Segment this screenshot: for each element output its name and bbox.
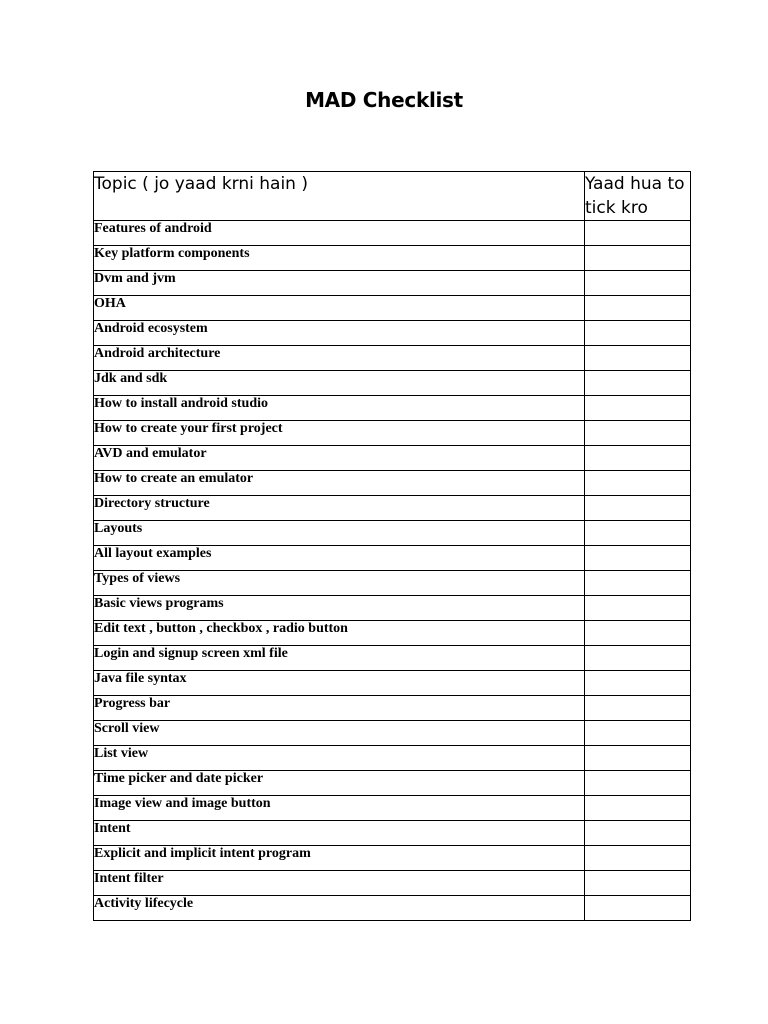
table-row: [94, 446, 691, 471]
table-row: [94, 371, 691, 396]
topic-cell: How to install android studio: [94, 396, 585, 421]
topic-cell: Jdk and sdk: [94, 371, 585, 396]
table-row: [94, 746, 691, 771]
topic-column-header: Topic ( jo yaad krni hain ): [94, 172, 585, 221]
tick-cell[interactable]: [585, 696, 691, 721]
table-row: [94, 271, 691, 296]
table-row: [94, 571, 691, 596]
topic-cell: All layout examples: [94, 546, 585, 571]
table-row: [94, 496, 691, 521]
topic-cell: Android architecture: [94, 346, 585, 371]
table-row: [94, 596, 691, 621]
tick-cell[interactable]: [585, 771, 691, 796]
topic-cell: Features of android: [94, 221, 585, 246]
tick-cell[interactable]: [585, 746, 691, 771]
topic-cell: Dvm and jvm: [94, 271, 585, 296]
topic-cell: Progress bar: [94, 696, 585, 721]
tick-cell[interactable]: [585, 671, 691, 696]
table-row: [94, 771, 691, 796]
tick-cell[interactable]: [585, 446, 691, 471]
table-row: [94, 696, 691, 721]
tick-cell[interactable]: [585, 846, 691, 871]
table-row: [94, 296, 691, 321]
tick-cell[interactable]: [585, 646, 691, 671]
table-row: [94, 396, 691, 421]
topic-cell: Intent filter: [94, 871, 585, 896]
table-row: [94, 846, 691, 871]
tick-cell[interactable]: [585, 471, 691, 496]
tick-cell[interactable]: [585, 546, 691, 571]
topic-cell: OHA: [94, 296, 585, 321]
topic-cell: AVD and emulator: [94, 446, 585, 471]
topic-cell: Android ecosystem: [94, 321, 585, 346]
table-row: [94, 246, 691, 271]
checklist-rows: [94, 221, 691, 921]
topic-cell: Basic views programs: [94, 596, 585, 621]
topic-cell: Directory structure: [94, 496, 585, 521]
tick-cell[interactable]: [585, 296, 691, 321]
table-row: [94, 821, 691, 846]
topic-cell: Explicit and implicit intent program: [94, 846, 585, 871]
tick-cell[interactable]: [585, 871, 691, 896]
topic-cell: Key platform components: [94, 246, 585, 271]
topic-cell: How to create your first project: [94, 421, 585, 446]
table-row: [94, 546, 691, 571]
topic-cell: List view: [94, 746, 585, 771]
table-row: [94, 421, 691, 446]
tick-cell[interactable]: [585, 396, 691, 421]
page-title: MAD Checklist: [305, 88, 463, 112]
table-row: [94, 871, 691, 896]
tick-cell[interactable]: [585, 521, 691, 546]
tick-cell[interactable]: [585, 571, 691, 596]
tick-cell[interactable]: [585, 321, 691, 346]
table-row: [94, 346, 691, 371]
topic-cell: Scroll view: [94, 721, 585, 746]
tick-cell[interactable]: [585, 896, 691, 921]
topic-cell: Image view and image button: [94, 796, 585, 821]
table-row: [94, 521, 691, 546]
tick-cell[interactable]: [585, 371, 691, 396]
checklist-table: [93, 171, 691, 921]
topic-cell: Intent: [94, 821, 585, 846]
tick-column-header: Yaad hua to tick kro: [585, 172, 691, 221]
table-row: [94, 646, 691, 671]
tick-cell[interactable]: [585, 346, 691, 371]
topic-cell: Time picker and date picker: [94, 771, 585, 796]
table-row: [94, 621, 691, 646]
table-header-row: [94, 172, 691, 221]
table-row: [94, 671, 691, 696]
table-row: [94, 721, 691, 746]
table-row: [94, 321, 691, 346]
topic-cell: Edit text , button , checkbox , radio button: [94, 621, 585, 646]
tick-cell[interactable]: [585, 621, 691, 646]
topic-cell: Login and signup screen xml file: [94, 646, 585, 671]
table-row: [94, 896, 691, 921]
tick-cell[interactable]: [585, 421, 691, 446]
topic-cell: Layouts: [94, 521, 585, 546]
topic-cell: How to create an emulator: [94, 471, 585, 496]
tick-cell[interactable]: [585, 821, 691, 846]
table-row: [94, 221, 691, 246]
tick-cell[interactable]: [585, 796, 691, 821]
tick-cell[interactable]: [585, 271, 691, 296]
table-row: [94, 471, 691, 496]
tick-cell[interactable]: [585, 221, 691, 246]
tick-cell[interactable]: [585, 496, 691, 521]
tick-cell[interactable]: [585, 721, 691, 746]
tick-cell[interactable]: [585, 246, 691, 271]
table-row: [94, 796, 691, 821]
topic-cell: Java file syntax: [94, 671, 585, 696]
topic-cell: Activity lifecycle: [94, 896, 585, 921]
topic-cell: Types of views: [94, 571, 585, 596]
tick-cell[interactable]: [585, 596, 691, 621]
